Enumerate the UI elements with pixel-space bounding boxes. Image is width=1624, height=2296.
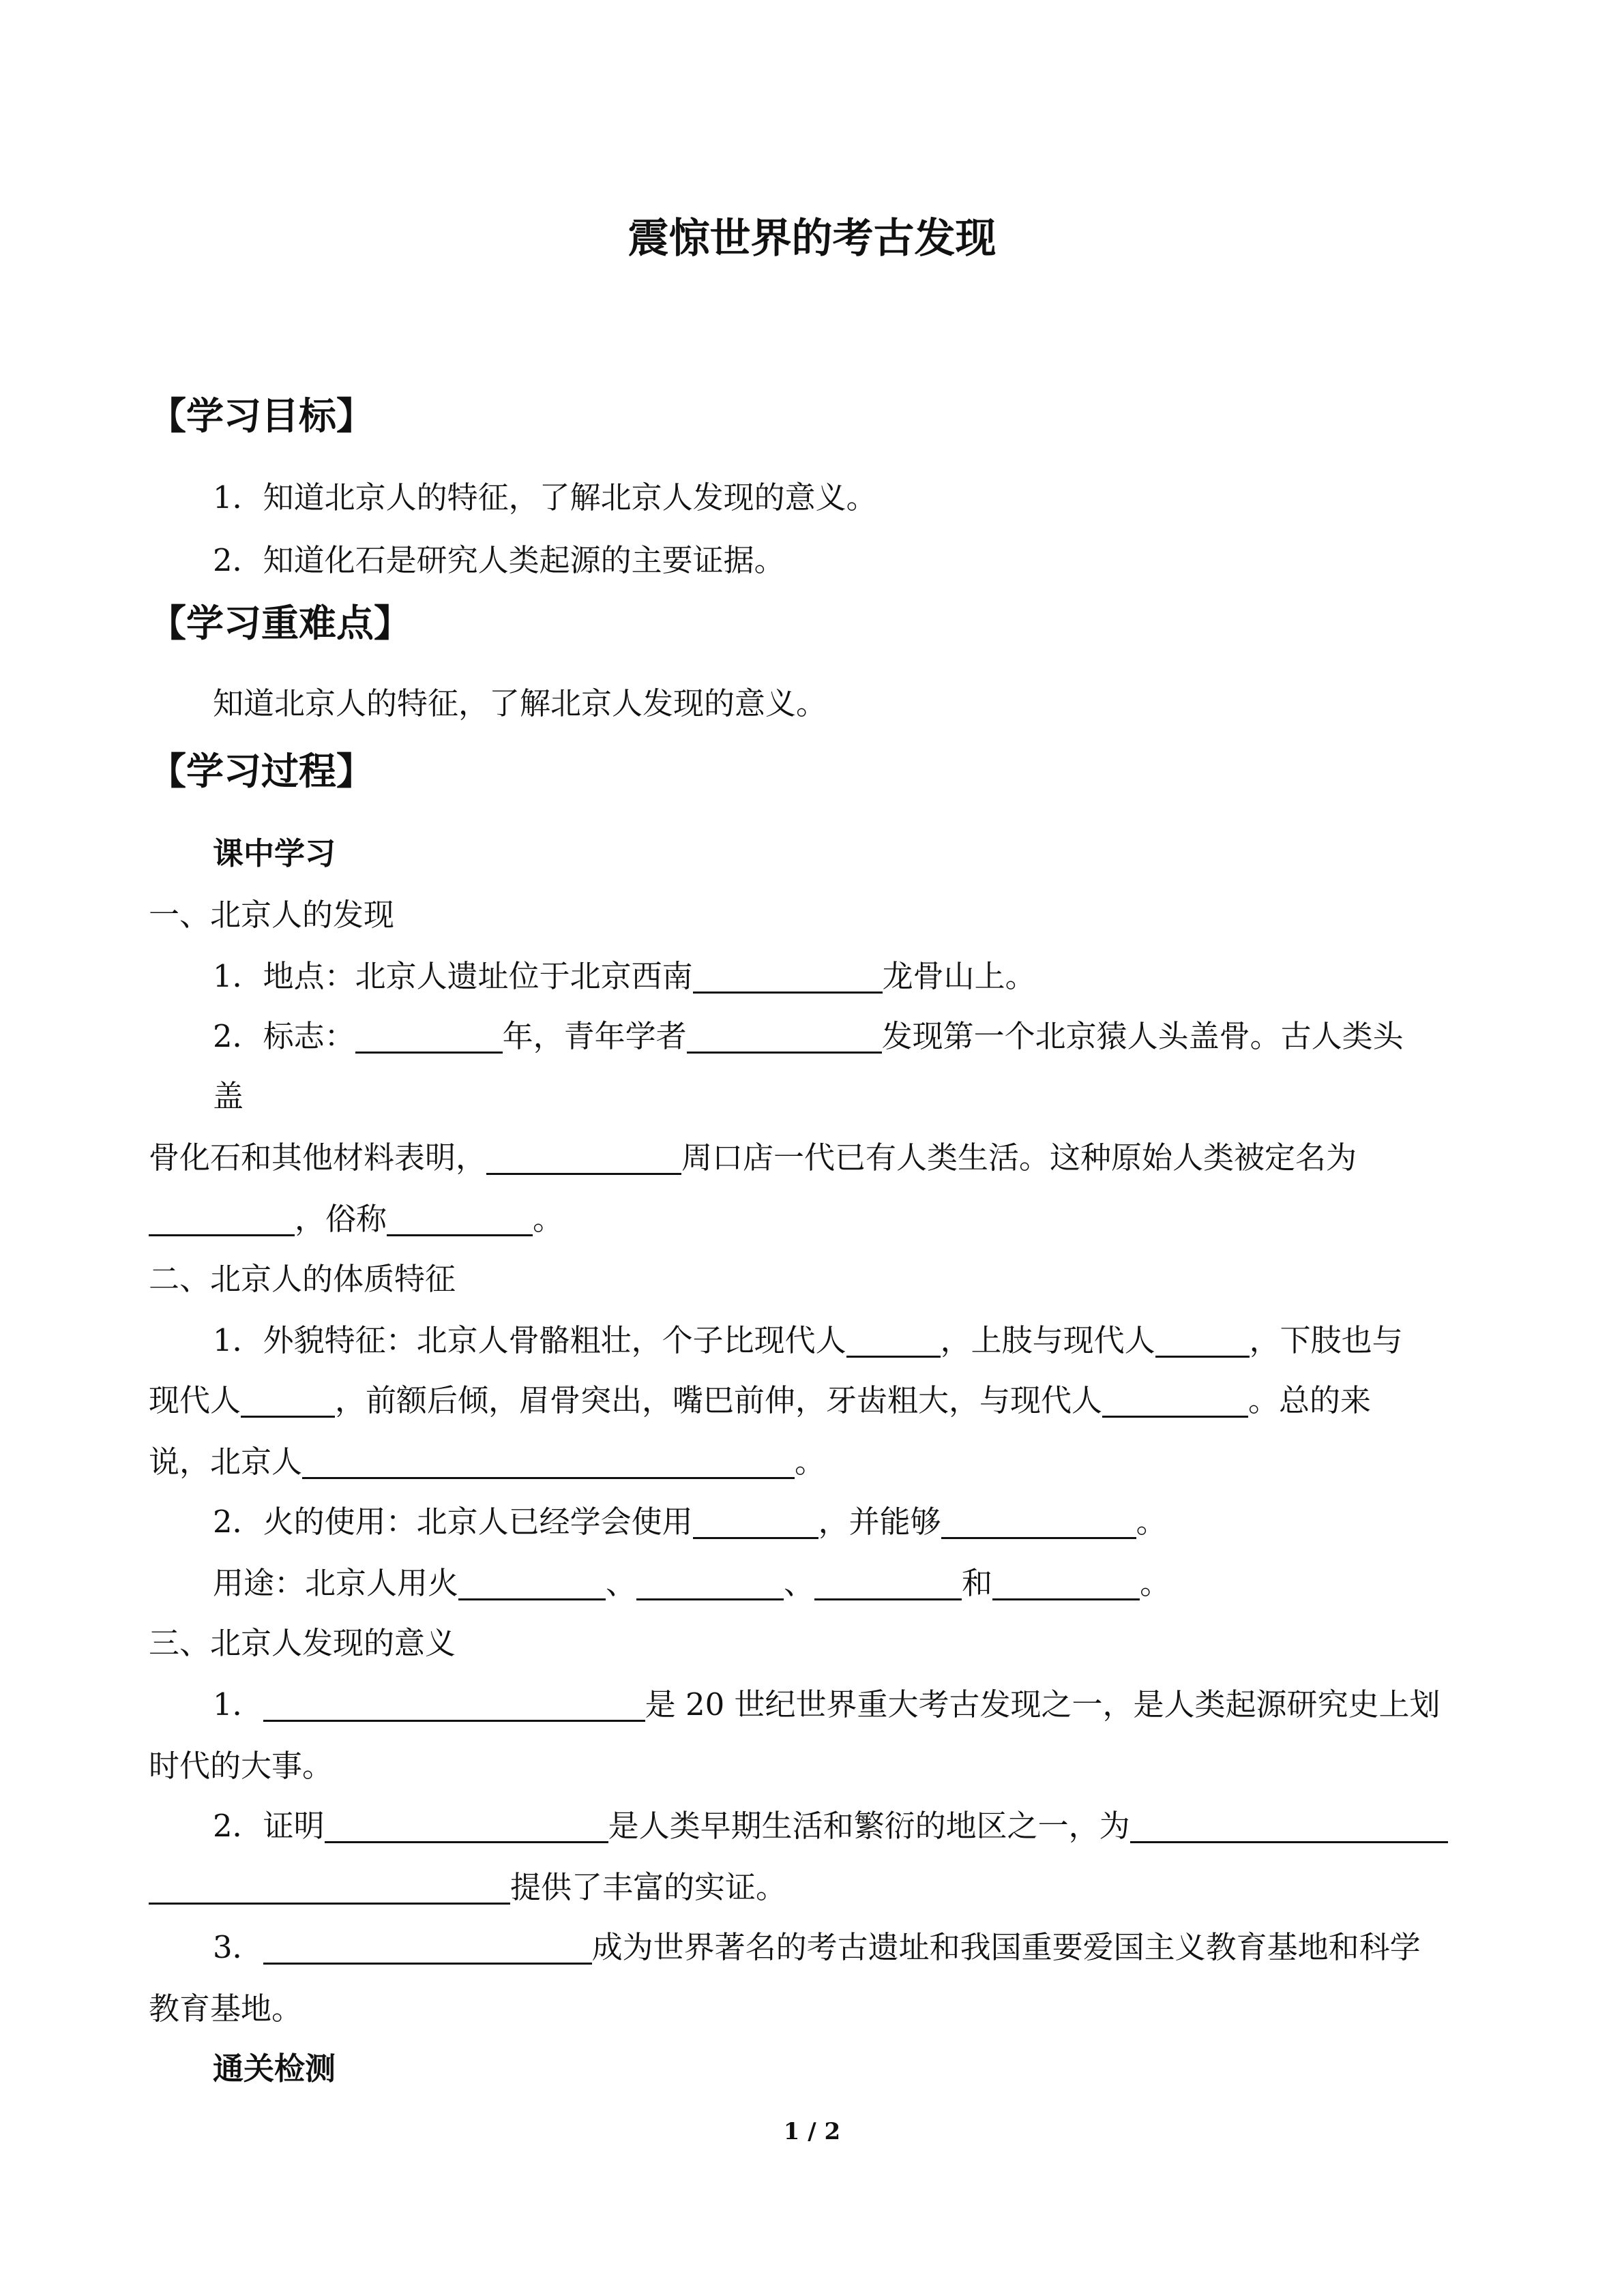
fill-blank[interactable] xyxy=(992,1567,1140,1600)
key-points-text: 知道北京人的特征，了解北京人发现的意义。 xyxy=(213,685,827,721)
fill-blank[interactable] xyxy=(1130,1810,1448,1843)
section-3-line-2: 时代的大事。 xyxy=(149,1748,334,1784)
fill-blank[interactable] xyxy=(486,1142,681,1175)
section-3-line-3 xyxy=(213,1806,1448,1847)
text-segment: 和 xyxy=(962,1565,993,1601)
text-segment: 年，青年学者 xyxy=(502,1018,687,1054)
section-2-line-3 xyxy=(149,1442,825,1482)
key-points-heading: 【学习重难点】 xyxy=(149,601,412,645)
fill-blank[interactable] xyxy=(458,1567,606,1600)
text-segment: 龙骨山上。 xyxy=(882,958,1036,994)
text-segment: 。 xyxy=(1140,1565,1171,1601)
text-segment: 成为世界著名的考古遗址和我国重要爱国主义教育基地和科学 xyxy=(591,1929,1421,1965)
fill-blank[interactable] xyxy=(846,1324,941,1358)
check-heading: 通关检测 xyxy=(213,2051,336,2087)
section-1-line-2-wrap: 盖 xyxy=(213,1078,244,1114)
section-1-title: 一、北京人的发现 xyxy=(149,897,395,933)
text-segment: 1．地点：北京人遗址位于北京西南 xyxy=(213,958,693,994)
fill-blank[interactable] xyxy=(355,1020,503,1054)
text-segment: 发现第一个北京猿人头盖骨。古人类头 xyxy=(881,1018,1404,1054)
text-segment: 2．证明 xyxy=(213,1808,325,1844)
fill-blank[interactable] xyxy=(814,1567,962,1600)
fill-blank[interactable] xyxy=(687,1020,882,1054)
text-segment: ，并能够 xyxy=(818,1504,941,1540)
section-3-line-1 xyxy=(213,1684,1441,1725)
text-segment: 说，北京人 xyxy=(149,1444,303,1480)
text-segment: ，上肢与现代人 xyxy=(940,1322,1155,1358)
fill-blank[interactable] xyxy=(1155,1324,1250,1358)
process-heading: 【学习过程】 xyxy=(149,749,374,793)
section-1-line-1 xyxy=(213,956,1036,997)
text-segment: 提供了丰富的实证。 xyxy=(510,1869,787,1905)
section-3-line-4 xyxy=(149,1867,786,1908)
objective-item-1: 1．知道北京人的特征，了解北京人发现的意义。 xyxy=(213,479,877,516)
text-segment: 。 xyxy=(795,1444,826,1480)
section-2-line-2 xyxy=(149,1380,1371,1421)
section-2-line-4 xyxy=(213,1502,1167,1542)
text-segment: 是 20 世纪世界重大考古发现之一，是人类起源研究史上划 xyxy=(645,1686,1441,1723)
text-segment: 1．外貌特征：北京人骨骼粗壮，个子比现代人 xyxy=(213,1322,846,1358)
fill-blank[interactable] xyxy=(149,1203,295,1236)
fill-blank[interactable] xyxy=(302,1446,795,1479)
fill-blank[interactable] xyxy=(1102,1384,1248,1418)
fill-blank[interactable] xyxy=(149,1871,510,1905)
section-3-title: 三、北京人发现的意义 xyxy=(149,1625,456,1661)
text-segment: ，前额后倾，眉骨突出，嘴巴前伸，牙齿粗大，与现代人 xyxy=(335,1382,1103,1418)
text-segment: 用途：北京人用火 xyxy=(213,1565,459,1601)
text-segment: 周口店一代已有人类生活。这种原始人类被定名为 xyxy=(681,1139,1357,1176)
section-3-line-5 xyxy=(213,1927,1421,1968)
fill-blank[interactable] xyxy=(263,1931,592,1965)
section-1-line-3 xyxy=(149,1137,1357,1178)
text-segment: 是人类早期生活和繁衍的地区之一，为 xyxy=(608,1808,1130,1844)
text-segment: ，俗称 xyxy=(295,1201,387,1237)
section-2-line-5 xyxy=(213,1563,1170,1604)
fill-blank[interactable] xyxy=(241,1384,335,1418)
text-segment: 、 xyxy=(784,1565,815,1601)
text-segment: 。总的来 xyxy=(1248,1382,1372,1418)
page-number: 1 / 2 xyxy=(783,2118,841,2145)
text-segment: 现代人 xyxy=(149,1382,241,1418)
section-1-line-4 xyxy=(149,1199,563,1240)
fill-blank[interactable] xyxy=(693,1506,818,1539)
text-segment: 3． xyxy=(213,1929,263,1965)
text-segment: 骨化石和其他材料表明， xyxy=(149,1139,487,1176)
text-segment: 。 xyxy=(533,1201,564,1237)
page-title: 震惊世界的考古发现 xyxy=(628,215,996,263)
fill-blank[interactable] xyxy=(636,1567,784,1600)
text-segment: 2．火的使用：北京人已经学会使用 xyxy=(213,1504,693,1540)
fill-blank[interactable] xyxy=(387,1203,533,1236)
text-segment: 2．标志： xyxy=(213,1018,355,1054)
section-3-line-6: 教育基地。 xyxy=(149,1991,303,2027)
text-segment: ，下肢也与 xyxy=(1249,1322,1403,1358)
objective-item-2: 2．知道化石是研究人类起源的主要证据。 xyxy=(213,542,785,578)
section-2-title: 二、北京人的体质特征 xyxy=(149,1261,456,1297)
fill-blank[interactable] xyxy=(263,1688,645,1722)
section-1-line-2 xyxy=(213,1016,1404,1057)
fill-blank[interactable] xyxy=(941,1506,1136,1539)
process-subheading: 课中学习 xyxy=(213,835,336,871)
section-2-line-1 xyxy=(213,1320,1403,1361)
objectives-heading: 【学习目标】 xyxy=(149,393,374,438)
text-segment: 1． xyxy=(213,1686,263,1723)
fill-blank[interactable] xyxy=(693,960,883,994)
text-segment: 、 xyxy=(606,1565,637,1601)
text-segment: 。 xyxy=(1136,1504,1167,1540)
fill-blank[interactable] xyxy=(325,1810,608,1843)
